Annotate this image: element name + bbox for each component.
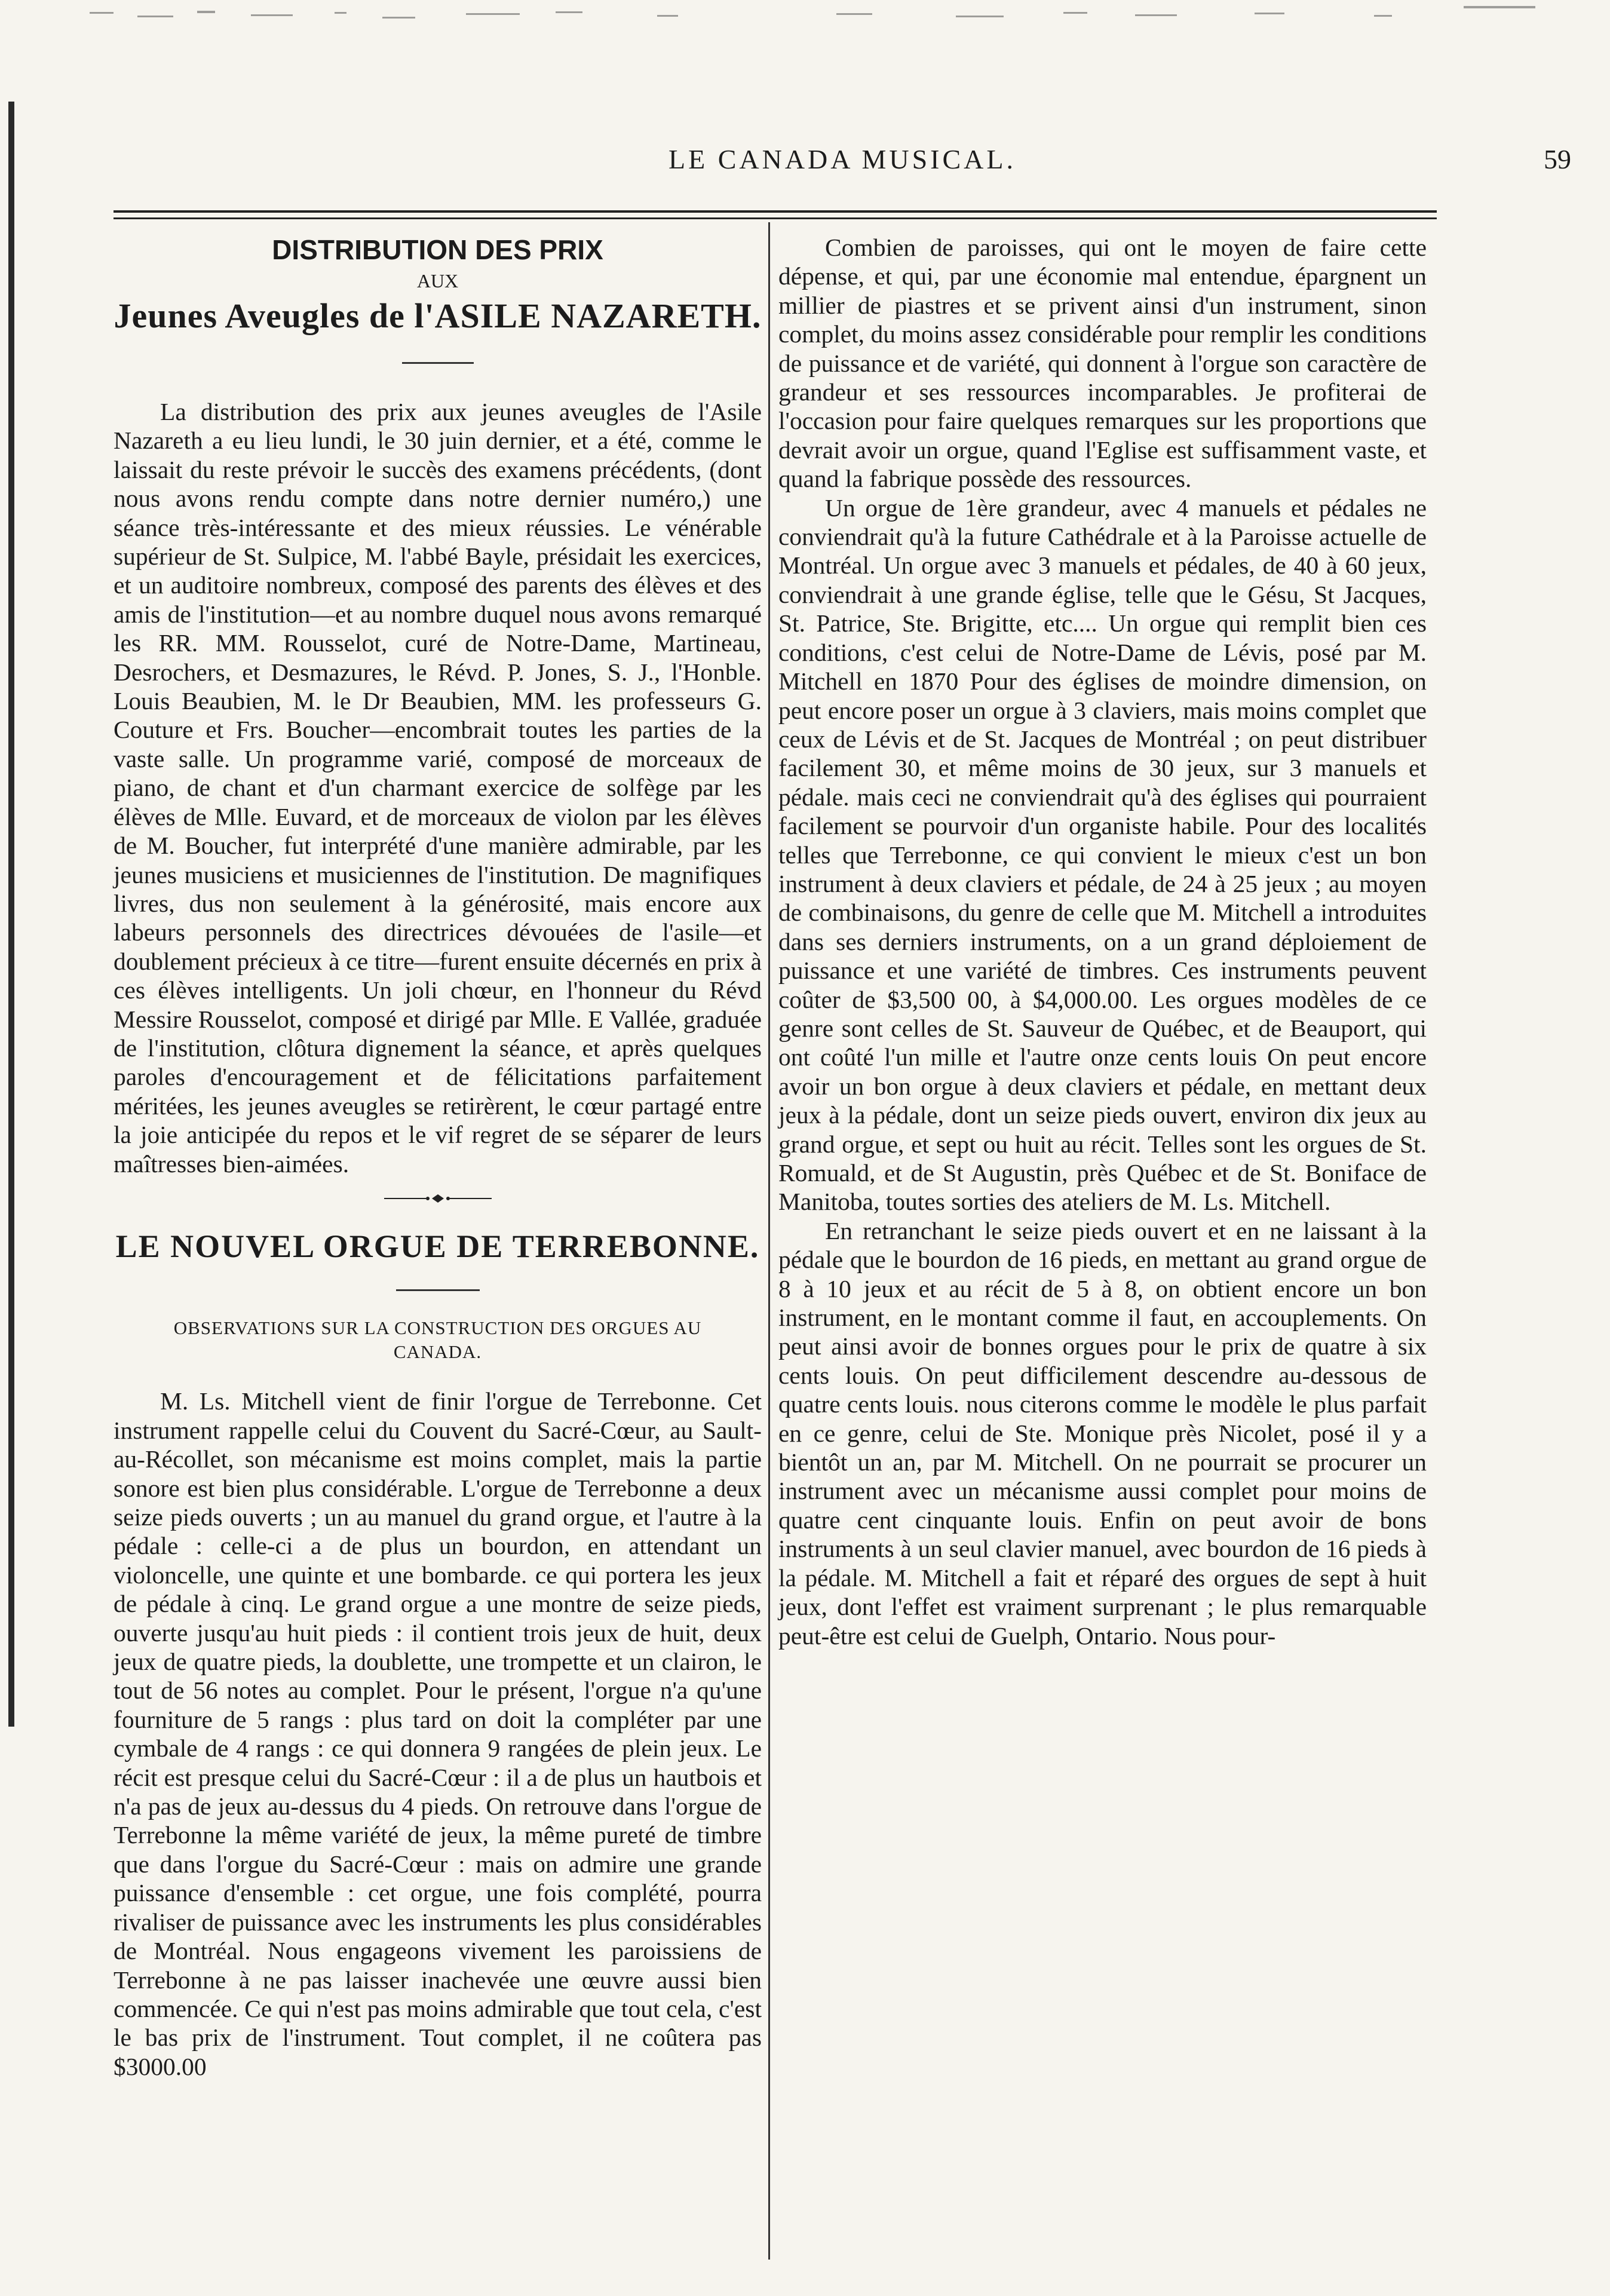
article-title: LE NOUVEL ORGUE DE TERREBONNE. <box>115 1228 760 1265</box>
article-subtitle: OBSERVATIONS SUR LA CONSTRUCTION DES ORGUES AU CANADA. <box>173 1317 702 1363</box>
article-paragraph: La distribution des prix aux jeunes aveugles de l'Asile Nazareth a eu lieu lundi, le 30 juin dernier, et a été, comme le laissait du reste prévoir le succès des examens précédents, (dont nous avons rendu compte dans notre dernier numéro,) une séance très-intéressante et des mieux réussies. Le vénérable supérieur de St. Sulpice, M. l'abbé Bayle, présidait les exercices, et un auditoire nombreux, composé des parents des élèves et des amis de l'institution—et au nombre duquel nous avons remarqué les RR. MM. Rousselot, curé de Notre-Dame, Martineau, Desrochers, et Desmazures, le Révd. P. Jones, S. J., l'Honble. Louis Beaubien, M. le Dr Beaubien, MM. les professeurs G. Couture et Frs. Boucher—encombrait toutes les parties de la vaste salle. Un programme varié, composé de morceaux de piano, de chant et d'un charmant exercice de solfège par les élèves de Mlle. Euvard, et de morceaux de violon par les élèves de M. Boucher, fut interprété d'une manière admirable, par les jeunes musiciens et musiciennes de l'institution. De magnifiques livres, dus non seulement à la générosité, mais encore aux labeurs personnels des directrices dévouées de l'asile—et doublement précieux à ce titre—furent ensuite décernés en prix à ces élèves intelligents. Un joli chœur, en l'honneur du Révd Messire Rousselot, composé et dirigé par Mlle. E Vallée, graduée de l'institution, clôtura dignement la séance, et après quelques paroles d'encouragement et de félicitations parfaitement méritées, les jeunes aveugles se retirèrent, le cœur partagé entre la joie anticipée du repos et le vif regret de se séparer de leurs maîtresses bien-aimées. <box>114 398 762 1178</box>
page-number: 59 <box>1544 144 1571 174</box>
article-paragraph: M. Ls. Mitchell vient de finir l'orgue de Terrebonne. Cet instrument rappelle celui du Couvent du Sacré-Cœur, au Sault-au-Récollet, son mécanisme est moins complet, mais la partie sonore est bien plus considérable. L'orgue de Terrebonne a deux seize pieds ouverts ; un au manuel du grand orgue, et l'autre à la pédale : celle-ci a de plus un bourdon, en attendant un violoncelle, une quinte et une bombarde. ce qui portera les jeux de pédale à cinq. Le grand orgue a une montre de seize pieds, ouverte jusqu'au huit pieds : il contient trois jeux de huit, deux jeux de quatre pieds, la doublette, une trompette et un clairon, le tout de 56 notes au complet. Pour le présent, l'orgue n'a qu'une fourniture de 5 rangs : plus tard on doit la compléter par une cymbale de 4 rangs : ce qui donnera 9 rangées de plein jeux. Le récit est presque celui du Sacré-Cœur : il a de plus un hautbois et n'a pas de jeux au-dessus du 4 pieds. On retrouve dans l'orgue de Terrebonne la même variété de jeux, la même pureté de timbre que dans l'orgue du Sacré-Cœur : mais on admire une grande puissance d'ensemble : cet orgue, une fois complété, pourra rivaliser de puissance avec les instruments les plus considérables de Montréal. Nous engageons vivement les paroissiens de Terrebonne à ne pas laisser inachevée une œuvre aussi bien commencée. Ce qui n'est pas moins admirable que tout cela, c'est le bas prix de l'instrument. Tout complet, il ne coûtera pas $3000.00 <box>114 1387 762 2080</box>
header-rule <box>114 217 1437 219</box>
left-margin-rule <box>8 102 14 1727</box>
header-rule <box>114 210 1437 213</box>
column-divider <box>768 222 770 2260</box>
article-subtitle: Jeunes Aveugles de l'ASILE NAZARETH. <box>114 296 762 335</box>
ornament-divider <box>114 1184 762 1213</box>
article-paragraph: Combien de paroisses, qui ont le moyen de faire cette dépense, et qui, par une économie mal entendue, épargnent un millier de piastres et se privent ainsi d'un instrument, sinon complet, du moins assez considérable pour remplir les conditions de puissance et de variété, qui donnent à l'orgue son caractère de grandeur et ses ressources incomparables. Je profiterai de l'occasion pour faire quelques remarques sur les proportions que devrait avoir un orgue, quand l'Eglise est suffisamment vaste, et quand la fabrique possède des ressources. <box>778 234 1427 493</box>
print-speckle-decoration <box>0 0 1610 48</box>
article-paragraph: En retranchant le seize pieds ouvert et en ne laissant à la pédale que le bourdon de 16 pieds, en mettant au grand orgue de 8 à 10 jeux et au récit de 5 à 8, on obtient encore un bon instrument, en le montant comme il faut, en accouplements. On peut ainsi avoir de bonnes orgues pour le prix de quatre à six cents louis. On peut difficilement descendre au-dessous de quatre cents louis. nous citerons comme le modèle le plus parfait en ce genre, celui de Ste. Monique près Nicolet, posé il y a bientôt un an, par M. Mitchell. On ne pourrait se procurer un instrument avec un mécanisme aussi complet pour moins de quatre cent cinquante louis. Enfin on peut avoir de bons instruments à un seul clavier manuel, avec bourdon de 16 pieds à la pédale. M. Mitchell a fait et réparé des orgues de sept à huit jeux, dont l'effet est vraiment surprenant ; le plus remarquable peut-être est celui de Guelph, Ontario. Nous pour- <box>778 1216 1427 1650</box>
section-rule <box>396 1289 480 1291</box>
article-paragraph: Un orgue de 1ère grandeur, avec 4 manuels et pédales ne conviendrait qu'à la future Cathédrale et à la Paroisse actuelle de Montréal. Un orgue avec 3 manuels et pédales, de 40 à 60 jeux, conviendrait à une grande église, telle que le Gésu, St Jacques, St. Patrice, Ste. Brigitte, etc.... Un orgue qui remplit bien ces conditions, c'est celui de Notre-Dame de Lévis, posé par M. Mitchell en 1870 Pour des églises de moindre dimension, on peut encore poser un orgue à 3 claviers, mais moins complet que ceux de Lévis et de St. Jacques de Montréal ; on peut distribuer facilement 30, et même moins de 30 jeux, sur 3 manuels et pédale. mais ceci ne conviendrait qu'à des églises qui pourraient facilement se pourvoir d'un organiste habile. Pour des localités telles que Terrebonne, ce qui convient le mieux c'est un bon instrument à deux claviers et pédale, de 24 à 25 jeux ; au moyen de combinaisons, du genre de celle que M. Mitchell a introduites dans ses derniers instruments, on a un grand déploiement de puissance et une variété de timbres. Ces instruments peuvent coûter de $3,500 00, à $4,000.00. Les orgues modèles de ce genre sont celles de St. Sauveur de Québec, et de Beauport, qui ont coûté l'un mille et l'autre onze cents louis On peut encore avoir un bon orgue à deux claviers et pédale, en mettant deux jeux à la pédale, dont un seize pieds ouvert, environ dix jeux au grand orgue, et sept ou huit au récit. Telles sont les orgues de St. Romuald, et de St Augustin, près Québec et de St. Boniface de Manitoba, toutes sorties des ateliers de M. Ls. Mitchell. <box>778 493 1427 1216</box>
running-head <box>114 143 1571 197</box>
article-title: DISTRIBUTION DES PRIX <box>272 234 603 265</box>
left-column <box>114 233 762 2081</box>
article-title-connector: AUX <box>416 270 459 292</box>
section-rule <box>402 362 474 364</box>
right-column <box>778 233 1427 1650</box>
running-title: LE CANADA MUSICAL. <box>668 144 1016 174</box>
